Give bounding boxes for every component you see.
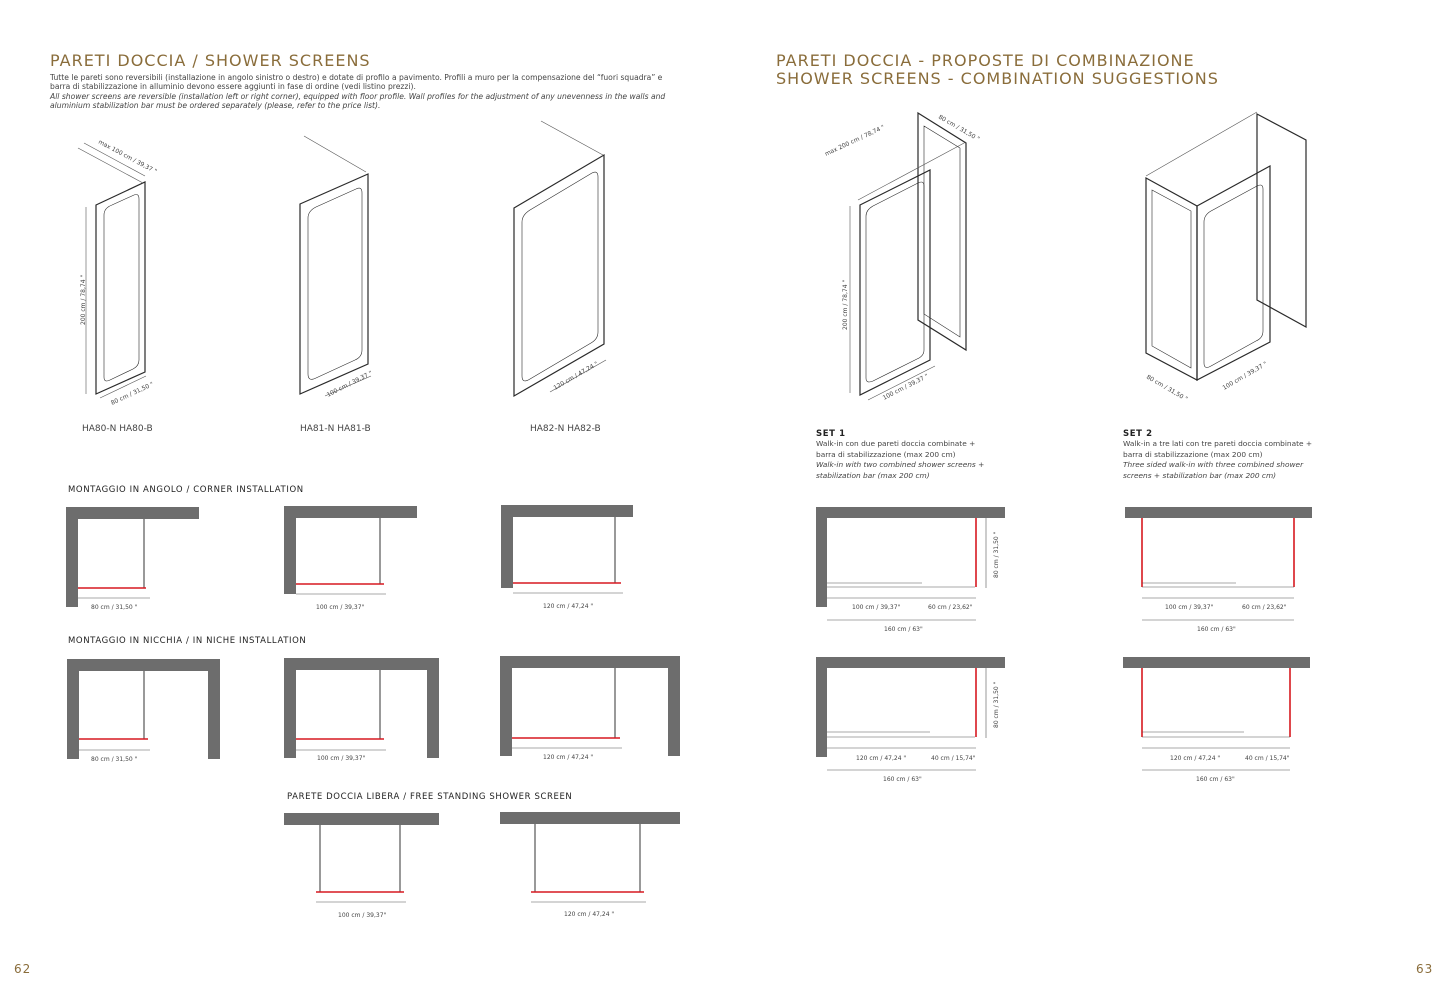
set1a-dim-total: 160 cm / 63" bbox=[884, 626, 923, 633]
set1b-dim-left: 120 cm / 47,24 " bbox=[856, 755, 907, 762]
free-dim-100: 100 cm / 39,37" bbox=[338, 912, 387, 919]
corner-dim-120: 120 cm / 47,24 " bbox=[543, 603, 594, 610]
free-plan-120 bbox=[500, 812, 680, 918]
corner-plan-120 bbox=[501, 505, 633, 610]
page-number-left: 62 bbox=[14, 962, 32, 976]
niche-dim-120: 120 cm / 47,24 " bbox=[543, 754, 594, 761]
right-title-line2: SHOWER SCREENS - COMBINATION SUGGESTIONS bbox=[776, 69, 1219, 88]
set2-plan-b bbox=[1123, 657, 1310, 783]
set2a-dim-right: 60 cm / 23,62" bbox=[1242, 604, 1287, 611]
intro-italian: Tutte le pareti sono reversibili (installazione in angolo sinistro o destro) e dotate di profilo a pavimento. Profili a muro per la compensazione del “fuori squadra” e barra di stabilizzazione in alluminio devono essere aggiunti in fase di ordine (vedi listino prezzi). bbox=[50, 73, 663, 92]
set1b-dim-side: 80 cm / 31,50 " bbox=[993, 681, 1000, 728]
corner-installation-title: MONTAGGIO IN ANGOLO / CORNER INSTALLATION bbox=[68, 485, 304, 495]
set1-plan-b bbox=[816, 657, 1005, 783]
ha81-width-dim: 100 cm / 39,37 " bbox=[325, 369, 374, 399]
ha80-height-dim: 200 cm / 78,74 " bbox=[80, 274, 87, 325]
set1-height-dim: 200 cm / 78,74 " bbox=[842, 279, 849, 330]
product-code-ha82: HA82-N HA82-B bbox=[530, 424, 601, 434]
set2b-dim-total: 160 cm / 63" bbox=[1196, 776, 1235, 783]
set2-plan-a bbox=[1125, 507, 1312, 633]
iso-drawing-set2 bbox=[1145, 112, 1306, 403]
left-page-title: PARETI DOCCIA / SHOWER SCREENS bbox=[50, 51, 371, 70]
ha82-width-dim: 120 cm / 47,24 " bbox=[552, 360, 600, 392]
free-plan-100 bbox=[284, 813, 439, 919]
ha80-width-dim: 80 cm / 31,50 " bbox=[109, 380, 155, 407]
set1b-dim-right: 40 cm / 15,74" bbox=[931, 755, 976, 762]
set1a-dim-right: 60 cm / 23,62" bbox=[928, 604, 973, 611]
set2-desc-italian: Walk-in a tre lati con tre pareti doccia combinate + barra di stabilizzazione (max 200 cm) bbox=[1123, 439, 1313, 459]
niche-plan-120 bbox=[500, 656, 680, 761]
set1-depth-dim: 80 cm / 31,50 " bbox=[937, 113, 981, 143]
iso-drawing-ha80 bbox=[78, 139, 158, 407]
set1-desc-italian: Walk-in con due pareti doccia combinate + barra di stabilizzazione (max 200 cm) bbox=[816, 439, 976, 459]
set2a-dim-left: 100 cm / 39,37" bbox=[1165, 604, 1214, 611]
set2-depth-dim: 80 cm / 31,50 " bbox=[1145, 373, 1189, 403]
ha80-bar-dim: max 100 cm / 39,37 " bbox=[97, 138, 158, 176]
set2-desc-english: Three sided walk-in with three combined shower screens + stabilization bar (max 200 cm) bbox=[1123, 460, 1304, 480]
set1a-dim-side: 80 cm / 31,50 " bbox=[993, 531, 1000, 578]
set1b-dim-total: 160 cm / 63" bbox=[883, 776, 922, 783]
corner-dim-100: 100 cm / 39,37" bbox=[316, 604, 365, 611]
corner-dim-80: 80 cm / 31,50 " bbox=[91, 604, 138, 611]
iso-drawing-ha81 bbox=[300, 136, 374, 399]
product-code-ha80: HA80-N HA80-B bbox=[82, 424, 153, 434]
set2-width-dim: 100 cm / 39,37 " bbox=[1221, 360, 1269, 392]
niche-dim-80: 80 cm / 31,50 " bbox=[91, 756, 138, 763]
set2a-dim-total: 160 cm / 63" bbox=[1197, 626, 1236, 633]
niche-plan-80 bbox=[67, 659, 220, 763]
set2b-dim-left: 120 cm / 47,24 " bbox=[1170, 755, 1221, 762]
free-standing-title: PARETE DOCCIA LIBERA / FREE STANDING SHOWER SCREEN bbox=[287, 792, 573, 802]
set1-bar-dim: max 200 cm / 78,74 " bbox=[823, 123, 886, 158]
niche-plan-100 bbox=[284, 658, 439, 762]
free-dim-120: 120 cm / 47,24 " bbox=[564, 911, 615, 918]
corner-plan-80 bbox=[66, 507, 199, 611]
niche-dim-100: 100 cm / 39,37" bbox=[317, 755, 366, 762]
intro-english: All shower screens are reversible (installation left or right corner), equipped with floor profile. Wall profiles for the adjustment of any unevenness in the walls and aluminium stabilization bar must be ordered separately (please, refer to the price list). bbox=[50, 91, 666, 111]
iso-drawing-ha82 bbox=[514, 121, 606, 396]
set1-title: SET 1 bbox=[816, 429, 846, 439]
set2b-dim-right: 40 cm / 15,74" bbox=[1245, 755, 1290, 762]
right-title-line1: PARETI DOCCIA - PROPOSTE DI COMBINAZIONE bbox=[776, 51, 1195, 70]
corner-plan-100 bbox=[284, 506, 417, 611]
set1-desc-english: Walk-in with two combined shower screens + stabilization bar (max 200 cm) bbox=[816, 460, 985, 480]
product-code-ha81: HA81-N HA81-B bbox=[300, 424, 371, 434]
set1-plan-a bbox=[816, 507, 1005, 633]
iso-drawing-set1 bbox=[824, 113, 981, 402]
page-number-right: 63 bbox=[1416, 962, 1434, 976]
set2-title: SET 2 bbox=[1123, 429, 1153, 439]
set1-width-dim: 100 cm / 39,37 " bbox=[881, 372, 930, 402]
niche-installation-title: MONTAGGIO IN NICCHIA / IN NICHE INSTALLATION bbox=[68, 636, 307, 646]
set1a-dim-left: 100 cm / 39,37" bbox=[852, 604, 901, 611]
